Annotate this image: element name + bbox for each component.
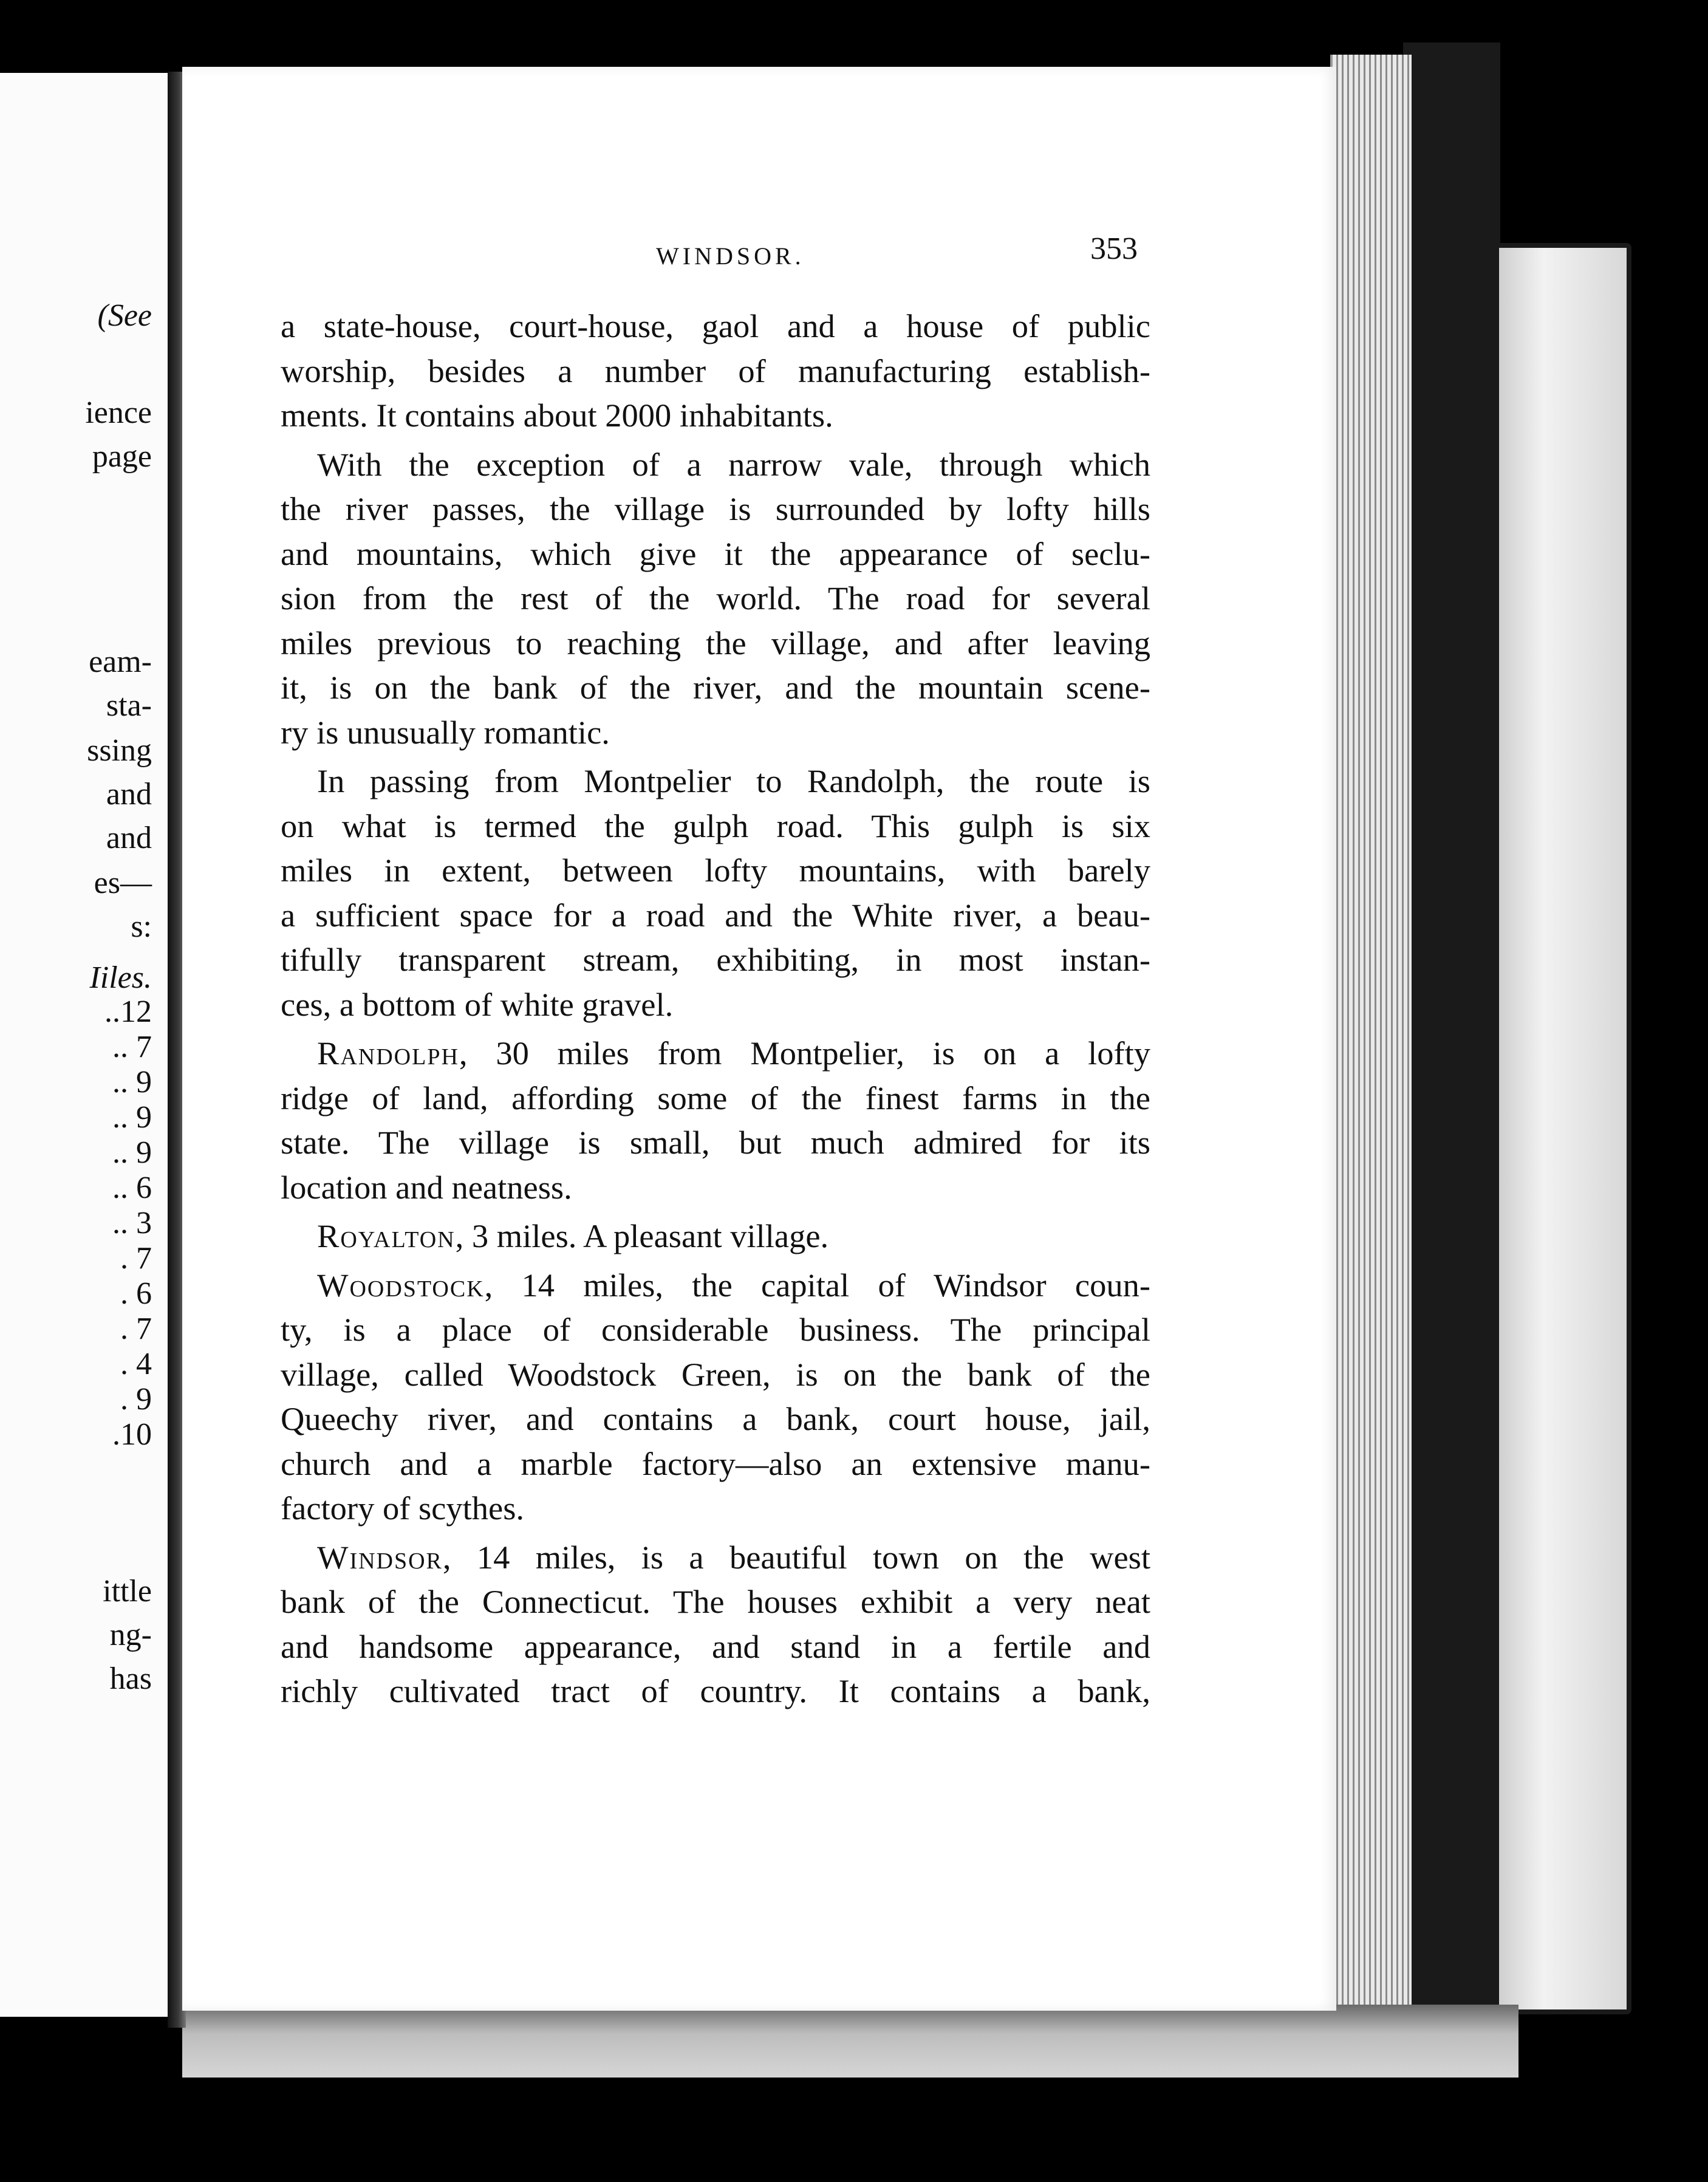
page-bottom-shadow [182, 2005, 1518, 2078]
left-page-line: and [106, 777, 152, 812]
left-page-line: es— [94, 866, 152, 900]
text-line: miles in extent, between lofty mountains, with barely [281, 852, 1150, 889]
text-line: a state-house, court-house, gaol and a house of public [281, 307, 1150, 344]
text-line [281, 1031, 1150, 1076]
page-stack-edges [1330, 55, 1412, 2029]
text-line: tifully transparent stream, exhibiting, in most instan- [281, 941, 1150, 978]
left-page-line: and [106, 821, 152, 855]
left-page-line: .10 [112, 1417, 152, 1452]
left-page-line: s: [131, 909, 152, 944]
text-line: richly cultivated tract of country. It contains a bank, [281, 1672, 1150, 1709]
text-line: ridge of land, affording some of the finest farms in the [281, 1079, 1150, 1117]
place-name: Royalton [317, 1217, 456, 1254]
back-cover-board [1494, 243, 1631, 2014]
text-line: ces, a bottom of white gravel. [281, 985, 674, 1023]
text-line: a sufficient space for a road and the White river, a beau- [281, 896, 1150, 934]
text-line: ments. It contains about 2000 inhabitants. [281, 397, 833, 434]
left-page-line: . 4 [120, 1347, 152, 1381]
text-line: miles previous to reaching the village, and after leaving [281, 624, 1150, 662]
text-line: worship, besides a number of manufacturing establish- [281, 352, 1150, 389]
text-line: on what is termed the gulph road. This gulph is six [281, 807, 1150, 844]
text-line: bank of the Connecticut. The houses exhibit a very neat [281, 1583, 1150, 1620]
place-name: Randolph [317, 1035, 459, 1072]
left-page-line: page [92, 439, 152, 474]
body-text [281, 304, 1150, 1714]
paragraph [281, 1031, 1150, 1209]
place-name: Woodstock [317, 1266, 485, 1304]
left-page-line: . 7 [120, 1312, 152, 1346]
text-line [281, 1535, 1150, 1580]
paragraph [281, 1263, 1150, 1531]
text-line: ry is unusually romantic. [281, 713, 610, 751]
left-page-line: Iiles. [89, 960, 152, 995]
left-page-line: has [109, 1661, 152, 1696]
left-page-line: ..12 [104, 994, 152, 1029]
left-page-line: .. 9 [112, 1065, 152, 1100]
left-page-line: eam- [89, 645, 152, 679]
paragraph [281, 1214, 1150, 1259]
text-line: factory of scythes. [281, 1489, 525, 1527]
text-line [281, 1214, 1150, 1259]
left-page-line: ittle [103, 1574, 152, 1609]
right-page [182, 67, 1336, 2011]
line-text: , 14 miles, the capital of Windsor coun- [484, 1266, 1150, 1304]
left-page-line: . 9 [120, 1382, 152, 1417]
left-page-line: .. 9 [112, 1100, 152, 1135]
line-text: , 30 miles from Montpelier, is on a lofty [459, 1035, 1150, 1072]
text-line: state. The village is small, but much admired for its [281, 1124, 1150, 1161]
left-page-line: .. 9 [112, 1135, 152, 1170]
text-line: In passing from Montpelier to Randolph, the route is [317, 762, 1150, 799]
left-page-line: ng- [109, 1618, 152, 1652]
paragraph [281, 759, 1150, 1027]
book-cover-edge [1403, 43, 1500, 2065]
text-line: it, is on the bank of the river, and the mountain scene- [281, 669, 1150, 706]
left-page-line: ience [85, 395, 152, 430]
paragraph [281, 1535, 1150, 1714]
text-line: and mountains, which give it the appearance of seclu- [281, 535, 1150, 572]
text-line: Queechy river, and contains a bank, court house, jail, [281, 1400, 1150, 1437]
line-text: , 14 miles, is a beautiful town on the west [442, 1538, 1150, 1576]
line-text: , 3 miles. A pleasant village. [455, 1217, 829, 1254]
text-line: ty, is a place of considerable business. The principal [281, 1311, 1150, 1348]
text-line: the river passes, the village is surrounded by lofty hills [281, 490, 1150, 527]
left-page-line: .. 3 [112, 1206, 152, 1240]
left-page-line: ssing [87, 733, 152, 768]
left-page-line: (See [97, 298, 152, 333]
text-line: With the exception of a narrow vale, through which [317, 445, 1150, 483]
text-line: village, called Woodstock Green, is on the bank of the [281, 1355, 1150, 1393]
left-page-line: .. 7 [112, 1030, 152, 1064]
text-line: sion from the rest of the world. The road for several [281, 580, 1150, 617]
left-facing-page [0, 73, 173, 2017]
text-line [281, 1263, 1150, 1308]
left-page-line: . 7 [120, 1241, 152, 1276]
place-name: Windsor [317, 1538, 443, 1576]
page-number: 353 [1090, 231, 1138, 266]
paragraph [281, 304, 1150, 438]
left-page-line: . 6 [120, 1276, 152, 1311]
text-line: church and a marble factory—also an extensive manu- [281, 1445, 1150, 1482]
running-head: WINDSOR. [656, 242, 805, 270]
paragraph [281, 442, 1150, 755]
left-page-line: sta- [106, 688, 152, 723]
left-page-line: .. 6 [112, 1171, 152, 1205]
text-line: and handsome appearance, and stand in a fertile and [281, 1627, 1150, 1665]
text-line: location and neatness. [281, 1168, 572, 1206]
